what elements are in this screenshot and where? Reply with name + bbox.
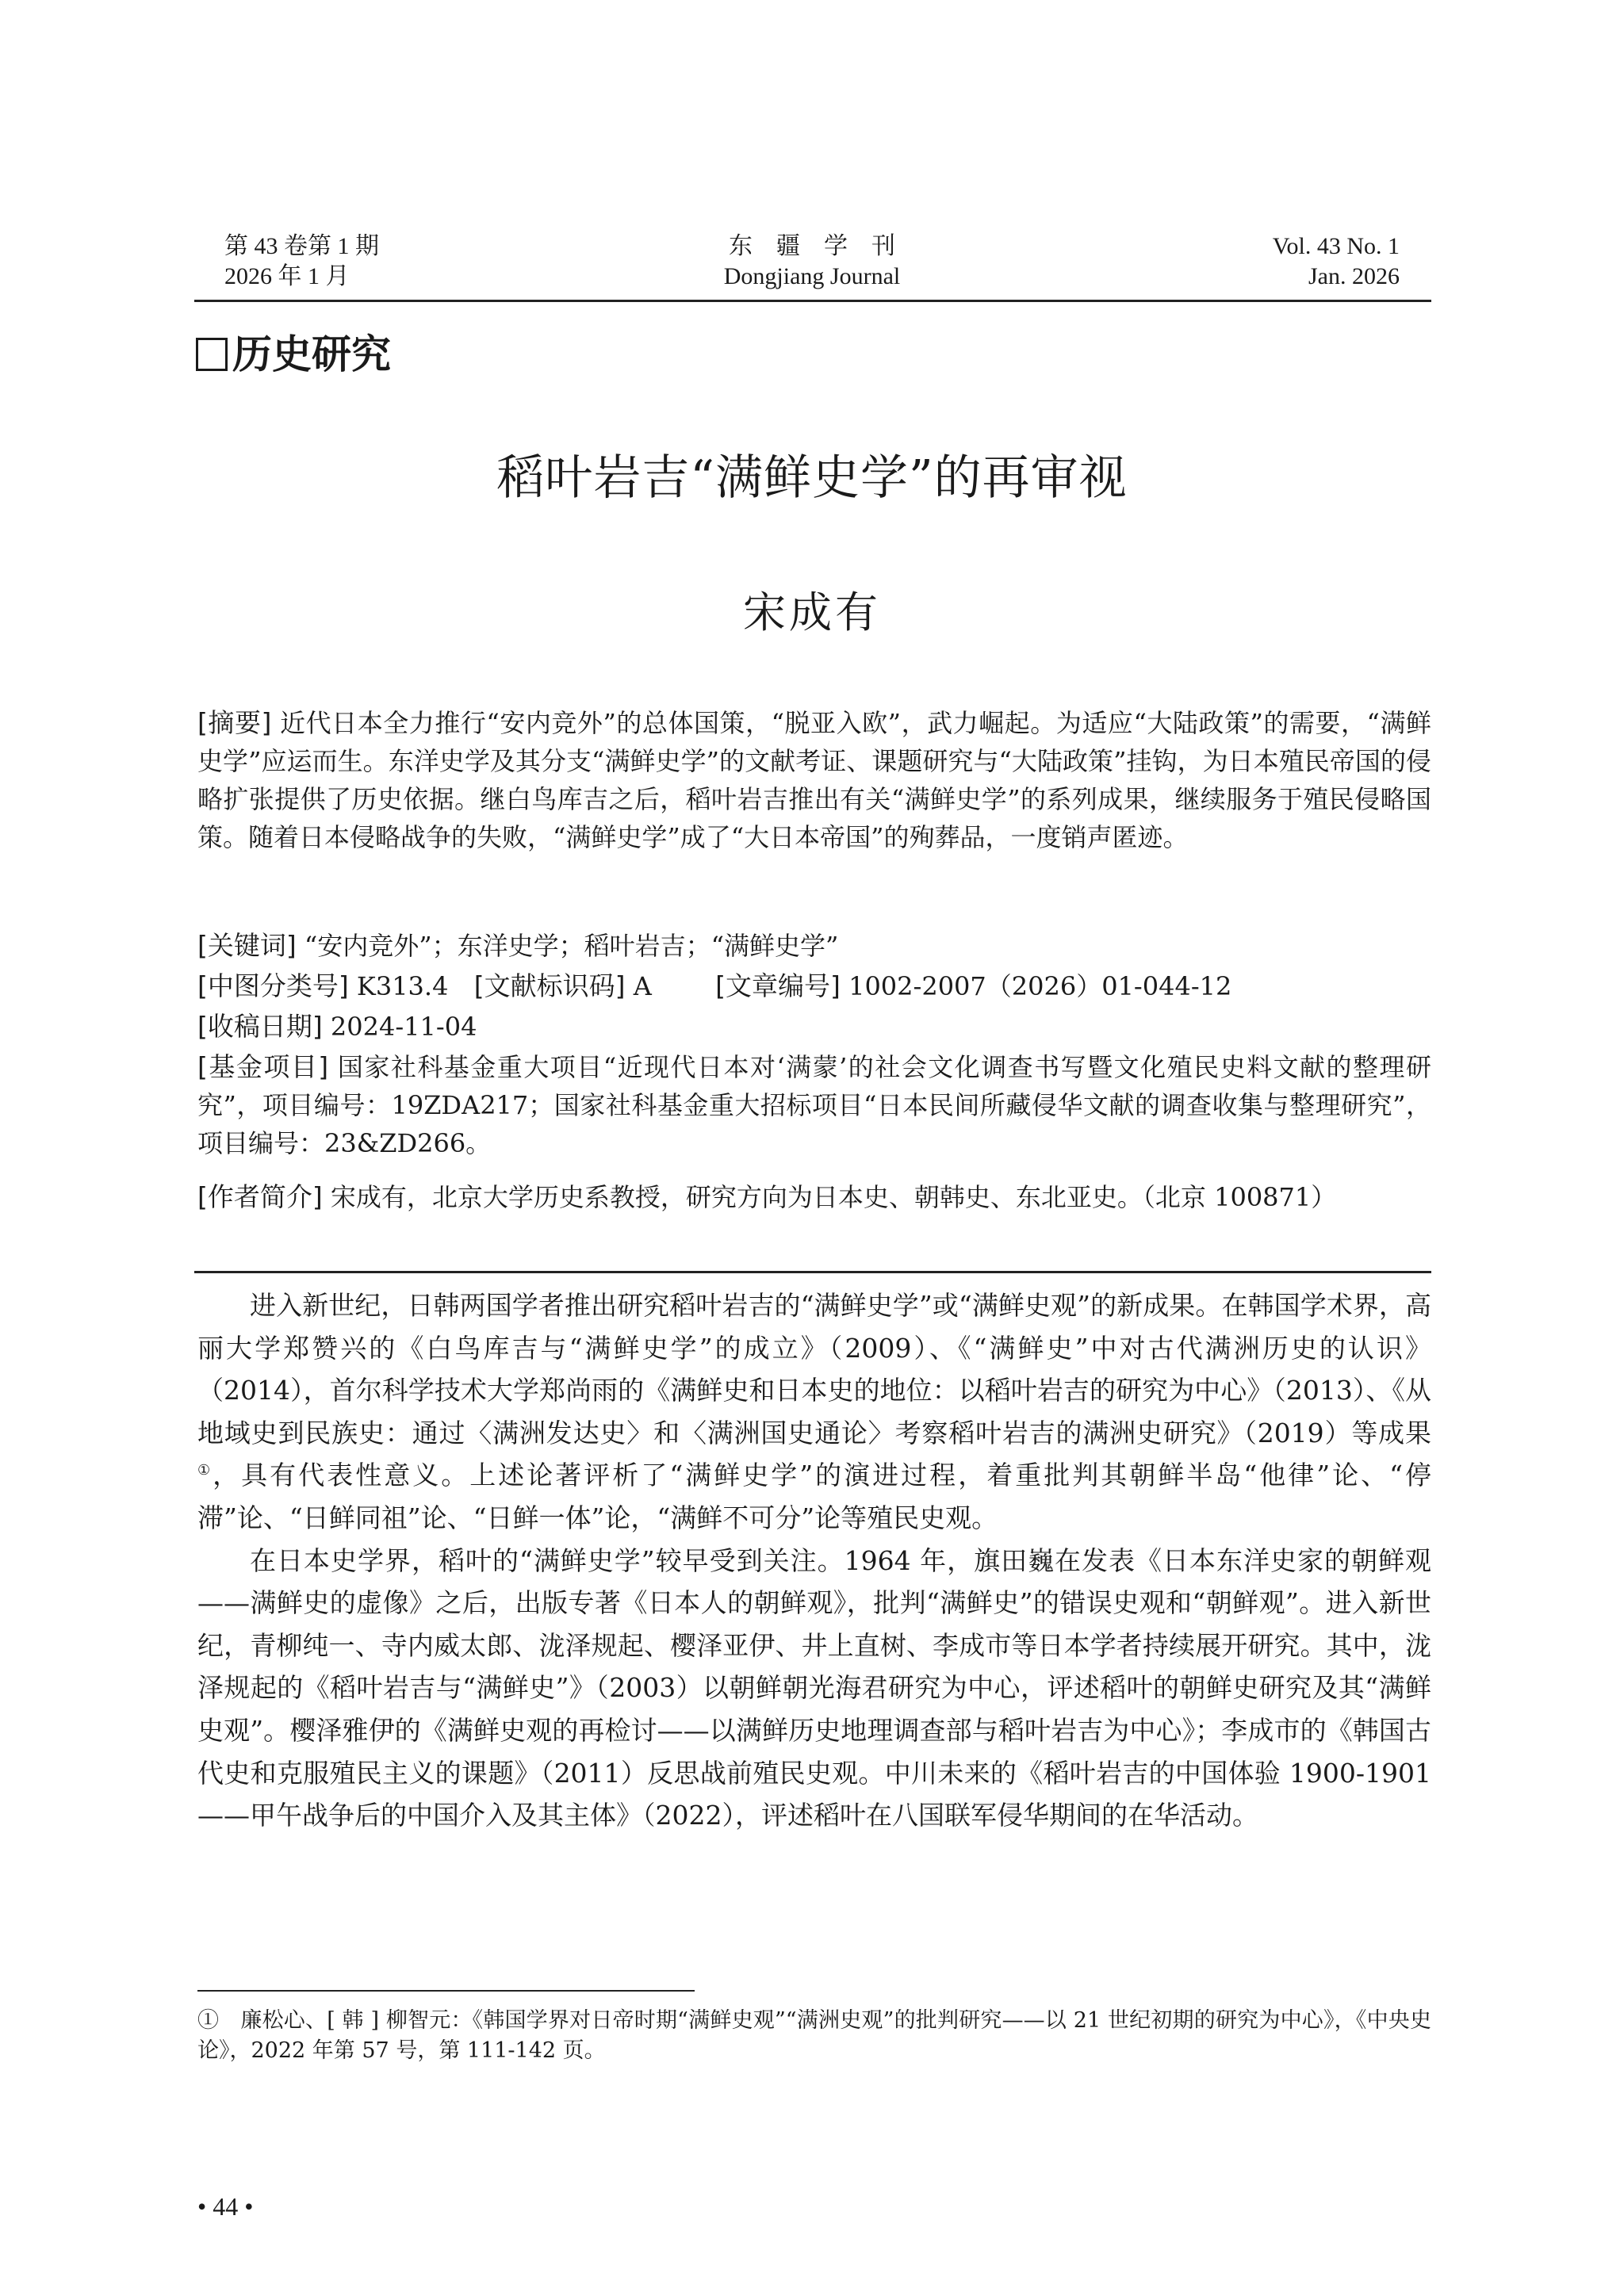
header-journal-name — [574, 232, 1050, 292]
header-volume-en: Vol. 43 No. 1 — [1272, 233, 1400, 259]
bio-text: 宋成有，北京大学历史系教授，研究方向为日本史、朝韩史、东北亚史。（北京 100871） — [330, 1182, 1337, 1212]
body-paragraph: 在日本史学界，稻叶的“满鲜史学”较早受到关注。1964 年，旗田巍在发表《日本东洋史家的朝鲜观——满鲜史的虚像》之后，出版专著《日本人的朝鲜观》，批判“满鲜史”的错误史观和“朝鲜观”。进入新世纪，青柳纯一、寺内威太郎、泷泽规起、樱泽亚伊、井上直树、李成市等日本学者持续展开研究。其中，泷泽规起的《稻叶岩吉与“满鲜史”》（2003）以朝鲜朝光海君研究为中心，评述稻叶的朝鲜史研究及其“满鲜史观”。樱泽雅伊的《满鲜史观的再检讨——以满鲜历史地理调查部与稻叶岩吉为中心》；李成市的《韩国古代史和克服殖民主义的课题》（2011）反思战前殖民史观。中川未来的《稻叶岩吉的中国体验 1900-1901——甲午战争后的中国介入及其主体》（2022），评述稻叶在八国联军侵华期间的在华活动。 — [197, 1544, 1431, 1831]
header-date: 2026 年 1 月 — [224, 263, 350, 289]
footnote-reference: ① — [197, 1462, 213, 1479]
article-author: 宋成有 — [743, 587, 881, 637]
header-volume-info — [224, 232, 379, 292]
clc-value: K313.4 — [356, 971, 449, 1001]
keywords-block — [197, 927, 1431, 965]
section-label: 历史研究 — [232, 331, 391, 377]
article-no-value: 1002-2007（2026）01-044-12 — [848, 971, 1232, 1001]
page-number: • 44 • — [197, 2192, 254, 2221]
header-divider — [194, 300, 1431, 302]
abstract-block — [197, 704, 1431, 856]
square-icon — [196, 338, 228, 371]
body-text — [197, 1284, 1431, 1837]
fund-label: [基金项目] — [197, 1051, 329, 1082]
bio-label: [作者简介] — [197, 1181, 323, 1212]
paragraph-1-part-a: 进入新世纪，日韩两国学者推出研究稻叶岩吉的“满鲜史学”或“满鲜史观”的新成果。在韩国学术界，高丽大学郑赞兴的《白鸟库吉与“满鲜史学”的成立》（2009）、《“满鲜史”中对古代满洲历史的认识》（2014），首尔科学技术大学郑尚雨的《满鲜史和日本史的地位：以稻叶岩吉的研究为中心》（2013）、《从地域史到民族史：通过〈满洲发达史〉和〈满洲国史通论〉考察稻叶岩吉的满洲史研究》（2019）等成果 — [197, 1290, 1431, 1448]
article-title: 稻叶岩吉“满鲜史学”的再审视 — [496, 450, 1128, 506]
doc-code-value: A — [633, 971, 652, 1001]
abstract-text: 近代日本全力推行“安内竞外”的总体国策，“脱亚入欧”，武力崛起。为适应“大陆政策”的需要，“满鲜史学”应运而生。东洋史学及其分支“满鲜史学”的文献考证、课题研究与“大陆政策”挂钩，为日本殖民帝国的侵略扩张提供了历史依据。继白鸟库吉之后，稻叶岩吉推出有关“满鲜史学”的系列成果，继续服务于殖民侵略国策。随着日本侵略战争的失败，“满鲜史学”成了“大日本帝国”的殉葬品，一度销声匿迹。 — [197, 708, 1431, 852]
header-volume-info-en — [1273, 232, 1400, 292]
header-journal-cn: 东 疆 学 刊 — [729, 233, 895, 259]
header-date-en: Jan. 2026 — [1308, 263, 1400, 289]
section-heading — [196, 329, 391, 380]
paragraph-1-part-b: ，具有代表性意义。上述论著评析了“满鲜史学”的演进过程，着重批判其朝鲜半岛“他律”论、“停滞”论、“日鲜同祖”论、“日鲜一体”论，“满鲜不可分”论等殖民史观。 — [197, 1460, 1431, 1533]
fund-text: 国家社科基金重大项目“近现代日本对‘满蒙’的社会文化调查书写暨文化殖民史料文献的整理研究”，项目编号：19ZDA217；国家社科基金重大招标项目“日本民间所藏侵华文献的调查收集与整理研究”，项目编号：23&ZD266。 — [197, 1052, 1432, 1158]
article-no-label: [文章编号] — [715, 970, 841, 1001]
received-block — [197, 1008, 1431, 1046]
header-journal-en: Dongjiang Journal — [723, 263, 901, 289]
header-volume: 第 43 卷第 1 期 — [224, 233, 379, 259]
clc-label: [中图分类号] — [197, 970, 349, 1001]
fund-block — [197, 1048, 1431, 1162]
abstract-label: [摘要] — [197, 707, 272, 738]
footnote: ① 廉松心、[ 韩 ] 柳智元：《韩国学界对日帝时期“满鲜史观”“满洲史观”的批判研究——以 21 世纪初期的研究为中心》，《中央史论》，2022 年第 57 号，第 111-142 页。 — [197, 2008, 1431, 2063]
received-label: [收稿日期] — [197, 1011, 323, 1042]
classification-block — [197, 967, 1431, 1005]
keywords-label: [关键词] — [197, 930, 297, 961]
author-bio-block — [197, 1178, 1431, 1216]
doc-code-label: [文献标识码] — [473, 970, 626, 1001]
received-value: 2024-11-04 — [330, 1012, 477, 1042]
keywords-text: “安内竞外”；东洋史学；稻叶岩吉；“满鲜史学” — [304, 931, 839, 961]
abstract-divider — [194, 1271, 1431, 1273]
footnote-divider — [197, 1990, 695, 1992]
body-paragraph — [197, 1284, 1431, 1540]
